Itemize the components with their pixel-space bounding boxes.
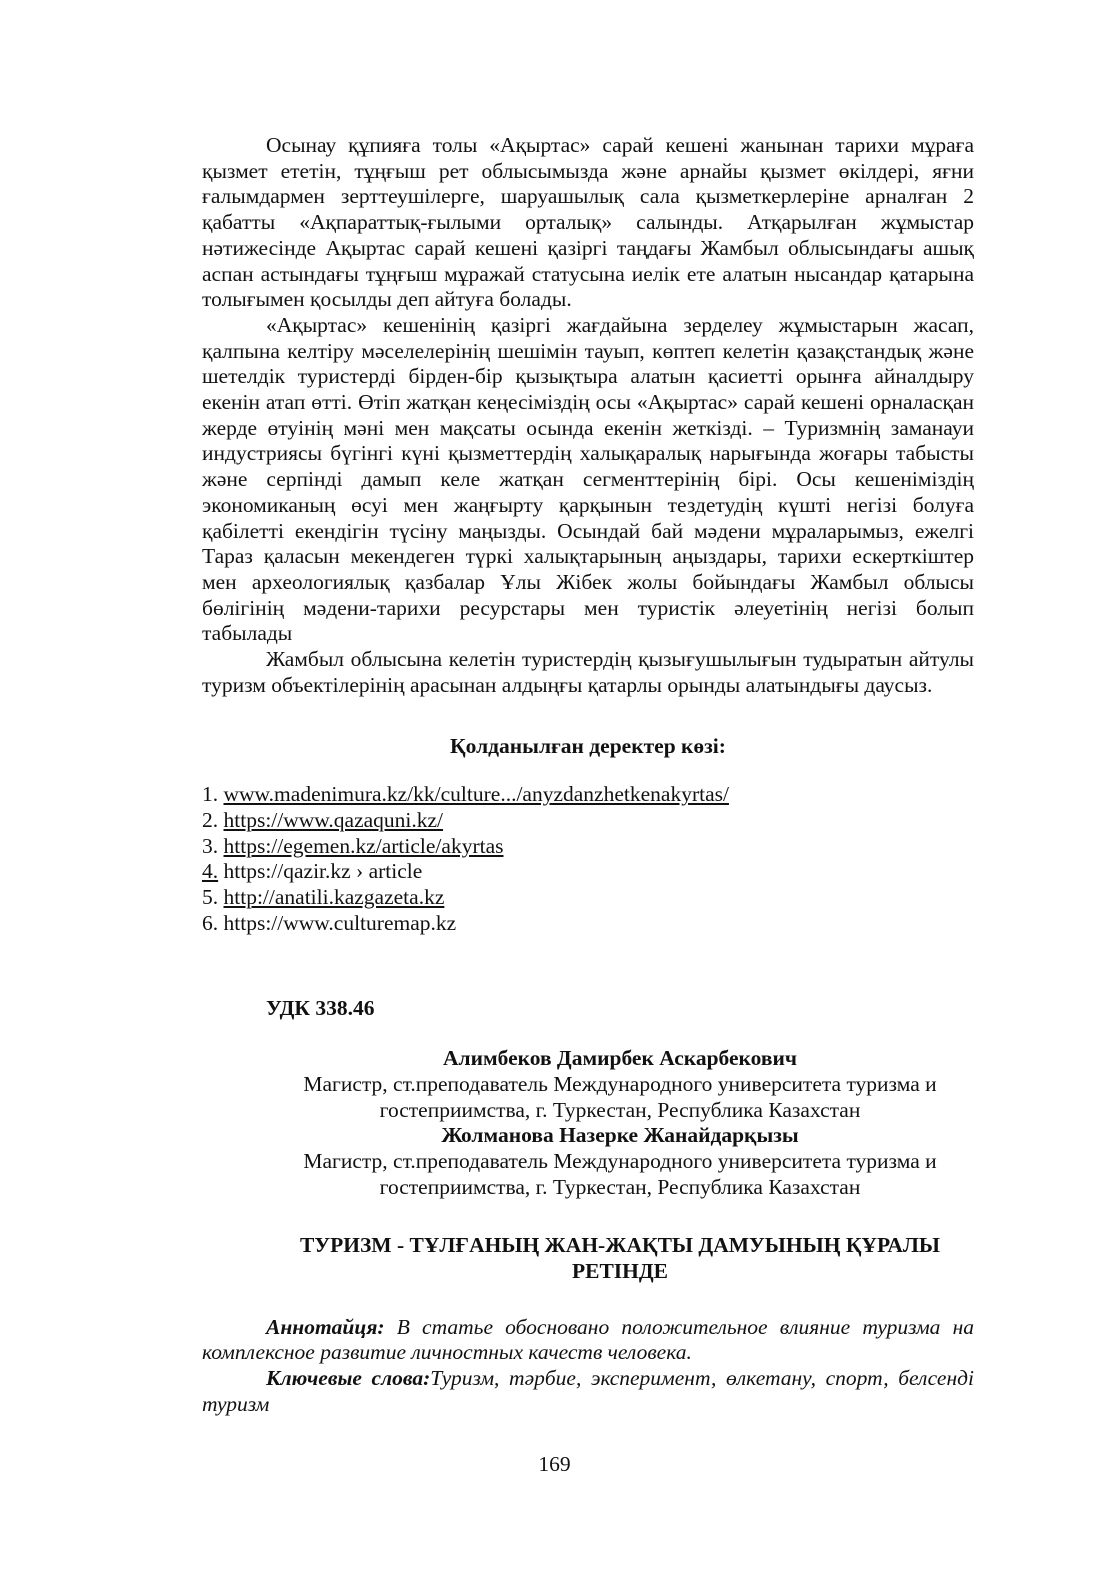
article-title-line: ТУРИЗМ - ТҰЛҒАНЫҢ ЖАН-ЖАҚТЫ ДАМУЫНЫҢ ҚҰРАЛЫ xyxy=(299,1233,940,1258)
source-number: 2. xyxy=(202,807,219,832)
annotation-text: В статье обосновано положительное влияние туризма на комплексное развитие личностных качеств человека. xyxy=(202,1314,974,1365)
keywords-text: Туризм, тәрбие, эксперимент, өлкетану, спорт, белсенді туризм xyxy=(202,1366,974,1416)
source-link[interactable]: https://www.qazaquni.kz/ xyxy=(223,807,444,832)
source-link[interactable]: http://anatili.kazgazeta.kz xyxy=(223,884,445,909)
source-link[interactable]: https://qazir.kz › article xyxy=(223,859,423,884)
source-number: 6. xyxy=(202,910,219,935)
source-link[interactable]: www.madenimura.kz/kk/culture.../anyzdanzhetkenakyrtas/ xyxy=(223,782,729,807)
udk-code: УДК 338.46 xyxy=(266,996,375,1021)
source-number: 1. xyxy=(202,782,219,807)
page-number: 169 xyxy=(538,1452,571,1476)
source-number: 3. xyxy=(202,833,219,858)
source-link[interactable]: https://www.culturemap.kz xyxy=(223,910,457,935)
keywords xyxy=(202,1366,974,1417)
source-item xyxy=(202,885,974,911)
source-item xyxy=(202,782,974,808)
sources-list xyxy=(202,782,974,936)
annotation xyxy=(202,1315,974,1366)
author-affiliation-line: гостеприимства, г. Туркестан, Республика Казахстан xyxy=(379,1174,861,1199)
source-link[interactable]: https://egemen.kz/article/akyrtas xyxy=(223,833,504,858)
author-affiliation-line: Магистр, ст.преподаватель Международного университета туризма и xyxy=(303,1071,937,1096)
source-item xyxy=(202,808,974,834)
source-number: 4. xyxy=(202,859,219,884)
sources-heading: Қолданылған деректер көзі: xyxy=(450,734,726,759)
author-affiliation-line: Магистр, ст.преподаватель Международного университета туризма и xyxy=(303,1148,937,1173)
source-number: 5. xyxy=(202,884,219,909)
author-affiliation-line: гостеприимства, г. Туркестан, Республика Казахстан xyxy=(379,1097,861,1122)
body-paragraph-3: Жамбыл облысына келетін туристердің қызығушылығын тудыратын айтулы туризм объектілерінің арасынан алдыңғы қатарлы орынды алатындығы даусыз. xyxy=(202,647,974,697)
body-paragraph-2: «Ақыртас» кешенінің қазіргі жағдайына зерделеу жұмыстарын жасап, қалпына келтіру мәселелерінің шешімін тауып, көптеп келетін қазақстандық және шетелдік туристерді бірден-бір қызықтыра алатын қасиетті орынға айналдыру екенін атап өтті. Өтіп жатқан кеңесіміздің осы «Ақыртас» сарай кешені орналасқан жерде өтуінің мәні мен мақсаты осында екенін жеткізді. – Туризмнің заманауи индустриясы бүгінгі күні қызметтердің халықаралық нарығында жоғары табысты және серпінді дамып келе жатқан сегменттерінің бірі. Осы кешеніміздің экономиканың өсуі мен жаңғырту қарқынын тездетудің күшті негізі болуға қабілетті екендігін түсіну маңызды. Осындай бай мәдени мұраларымыз, ежелгі Тараз қаласын мекендеген түркі халықтарының аңыздары, тарихи ескерткіштер мен археологиялық қазбалар Ұлы Жібек жолы бойындағы Жамбыл облысы бөлігінің мәдени-тарихи ресурстары мен туристік әлеуетінің негізі болып табылады xyxy=(202,312,974,646)
source-item xyxy=(202,859,974,885)
document-page xyxy=(202,133,974,1418)
source-item xyxy=(202,911,974,937)
annotation-label: Аннотайця: xyxy=(266,1314,385,1339)
article-title-line: РЕТІНДЕ xyxy=(571,1259,669,1284)
author-name: Алимбеков Дамирбек Аскарбекович xyxy=(443,1046,797,1071)
source-item xyxy=(202,834,974,860)
author-name: Жолманова Назерке Жанайдарқызы xyxy=(441,1123,799,1148)
author-block xyxy=(266,1046,974,1123)
body-paragraph-1: Осынау құпияға толы «Ақыртас» сарай кешені жанынан тарихи мұраға қызмет ететін, тұңғыш рет облысымызда және арнайы қызмет өкілдері, яғни ғалымдармен зерттеушілерге, шаруашылық сала қызметкерлеріне арналған 2 қабатты «Ақпараттық-ғылыми орталық» салынды. Атқарылған жұмыстар нәтижесінде Ақыртас сарай кешені қазіргі таңдағы Жамбыл облысындағы ашық аспан астындағы тұңғыш мұражай статусына иелік ете алатын нысандар қатарына толығымен қосылды деп айтуға болады. xyxy=(202,133,974,312)
author-block xyxy=(266,1123,974,1200)
keywords-label: Ключевые слова: xyxy=(266,1366,431,1391)
article-title xyxy=(266,1233,974,1284)
